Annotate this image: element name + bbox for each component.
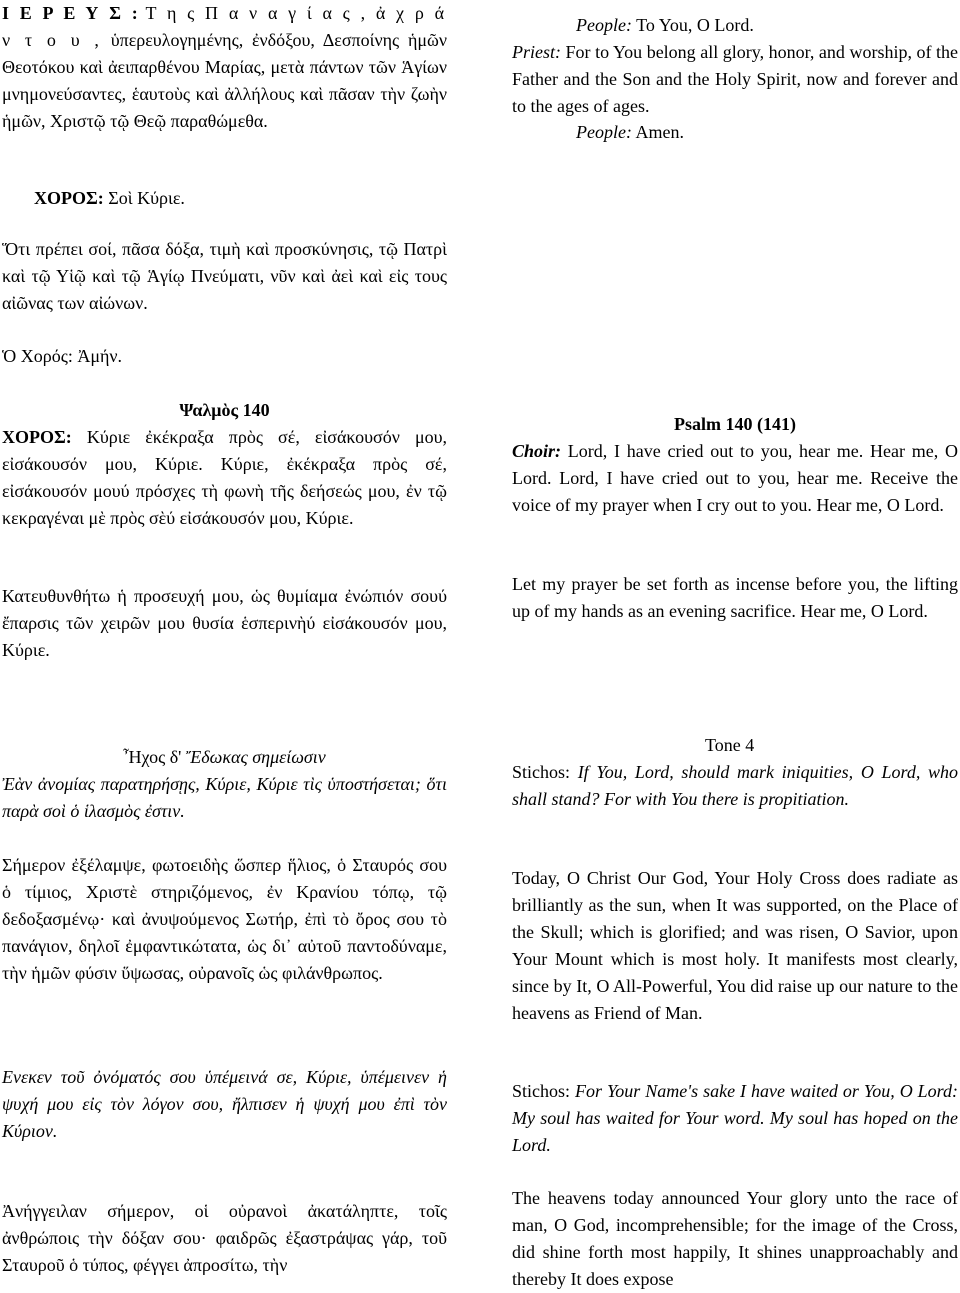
english-stichos-2 [512, 1078, 958, 1159]
people-text-1: To You, O Lord. [636, 15, 754, 35]
people-response-1 [512, 12, 958, 39]
psalm-english-verse-2: Let my prayer be set forth as incense before you, the lifting up of my hands as an evening sacrifice. Hear me, O Lord. [512, 574, 958, 621]
priest-greek-label: Ι Ε Ρ Ε Υ Σ : [2, 3, 141, 23]
psalm-english-choir-label: Choir: [512, 441, 562, 461]
choir-greek-response [34, 185, 454, 212]
english-stichos-label-1: Stichos: [512, 762, 571, 782]
people-label-2: People: [576, 122, 632, 142]
tone-greek-title-italic: Ἔδωκας σημείωσιν [185, 747, 326, 767]
psalm-english-title: Psalm 140 (141) [674, 414, 796, 434]
tone-greek-title [2, 744, 447, 771]
people-text-2: Amen. [635, 122, 684, 142]
greek-stichos-1 [2, 771, 447, 825]
priest-english-label: Priest: [512, 42, 561, 62]
priest-greek-paragraph [2, 0, 447, 135]
priest-english-paragraph [512, 39, 958, 120]
priest-greek-first-line: Τ η ς Π α ν α γ ί α ς , ἀ χ ρ ά ν τ ο υ , [2, 3, 447, 50]
people-response-2 [512, 119, 958, 146]
psalm-greek-choir-label: ΧΟΡΟΣ: [2, 427, 72, 447]
people-label-1: People: [576, 15, 632, 35]
psalm-greek-block [2, 397, 447, 532]
english-stichos-1 [512, 759, 958, 813]
english-stichos-label-2: Stichos: [512, 1081, 571, 1101]
english-hymn-2: The heavens today announced Your glory unto the race of man, O God, incomprehensible; for the image of the Cross, did shine forth most happily, It shines unapproachably and thereby It does expose [512, 1188, 958, 1289]
greek-hymn-1: Σήμερον ἐξέλαμψε, φωτοειδὴς ὥσπερ ἥλιος, ὁ Σταυρός σου ὁ τίμιος, Χριστὲ στηριζόμενος, ἐν Κρανίου τόπῳ, τῷ δεδοξασμένῳ· καὶ ἀνυψούμενος Σωτήρ, ἐπὶ τὸ ὄρος σου τὸ πανάγιον, δηλοῖ ἐμφαντικώτατα, ὡς δι᾽ αὐτοῦ παντοδύναμε, τὴν ἡμῶν φύσιν ὕψωσας, οὐρανοῖς ὡς φιλάνθρωπος. [2, 855, 447, 983]
english-stichos-2-text: For Your Name's sake I have waited or You, O Lord: My soul has waited for Your word. My soul has hoped on the Lord. [512, 1081, 958, 1155]
greek-stichos-2 [2, 1064, 447, 1145]
priest-english-text: For to You belong all glory, honor, and worship, of the Father and the Son and the Holy Spirit, now and forever and to the ages of ages. [512, 42, 959, 116]
psalm-greek-verse-2: Κατευθυνθήτω ἡ προσευχή μου, ὡς θυμίαμα ἐνώπιόν σουύ ἔπαρσις τῶν χειρῶν μου θυσία ἑσπερινὴύ εἰσάκουσόν μου, Κύριε. [2, 586, 447, 660]
greek-hymn-2: Ἀνήγγειλαν σήμερον, οἱ οὐρανοὶ ἀκατάληπτε, τοῖς ἀνθρώποις τὴν δόξαν σου· φαιδρῶς ἐξαστράψας γάρ, τοῦ Σταυροῦ ὁ τύπος, φέγγει ἀπροσίτω, τὴν [2, 1201, 447, 1275]
choir-greek-label: ΧΟΡΟΣ: [34, 188, 104, 208]
amen-greek: Ὁ Χορός: Ἀμήν. [2, 346, 123, 366]
tone-english-title: Tone 4 [705, 735, 755, 755]
english-stichos-1-text: If You, Lord, should mark iniquities, O Lord, who shall stand? For with You there is propitiation. [512, 762, 959, 809]
priest-greek-text: ὑπερευλογημένης, ἐνδόξου, Δεσποίνης ἡμῶν Θεοτόκου καὶ ἀειπαρθένου Μαρίας, μετὰ πάντων τῶν Ἁγίων μνημονεύσαντες, ἑαυτοὺς καὶ ἀλλήλους καὶ πᾶσαν τὴν ζωὴν ἡμῶν, Χριστῷ τῷ Θεῷ παραθώμεθα. [2, 30, 447, 131]
psalm-greek-verse-1: Κύριε ἐκέκραξα πρὸς σέ, εἰσάκουσόν μου, εἰσάκουσόν μου, Κύριε. Κύριε, ἐκέκραξα πρὸς σέ, εἰσάκουσόν μουύ πρόσχες τὴ φωνὴ τῆς δεήσεώς μου, ἐν τῷ κεκραγέναι μὲ πρὸς σὲύ εἰσάκουσόν μου, Κύριε. [2, 427, 448, 528]
greek-stichos-2-text: Ενεκεν τοῦ ὀνόματός σου ὑπέμεινά σε, Κύριε, ὑπέμεινεν ἡ ψυχή μου εἰς τὸν λόγον σου, ἤλπισεν ἡ ψυχή μου ἐπὶ τὸν Κύριον. [2, 1067, 447, 1141]
psalm-english-block [512, 411, 958, 519]
psalm-english-verse-1: Lord, I have cried out to you, hear me. Hear me, O Lord. Lord, I have cried out to you, hear me. Receive the voice of my prayer when I cry out to you. Hear me, O Lord. [512, 441, 958, 515]
psalm-greek-title: Ψαλμὸς 140 [179, 400, 270, 420]
english-hymn-1: Today, O Christ Our God, Your Holy Cross does radiate as brilliantly as the sun, when It was supported, on the Place of the Skull; which is glorified; and was risen, O Savior, upon Your Mount which is most holy. It manifests most clearly, since by It, O All-Powerful, You did raise up our nature to the heavens as Friend of Man. [512, 868, 958, 1023]
choir-greek-text: Σοὶ Κύριε. [108, 188, 185, 208]
greek-stichos-1-text: Ἐὰν ἀνομίας παρατηρήσῃς, Κύριε, Κύριε τὶς ὑποστήσεται; ὅτι παρὰ σοὶ ὁ ἱλασμὸς ἐστιν. [2, 774, 447, 821]
tone-greek-title-plain: Ἦχος δ' [123, 747, 182, 767]
doxology-greek: Ὅτι πρέπει σοί, πᾶσα δόξα, τιμὴ καὶ προσκύνησις, τῷ Πατρὶ καὶ τῷ Υἱῷ καὶ τῷ Ἁγίῳ Πνεύματι, νῦν καὶ ἀεὶ καὶ εἰς τους αἰῶνας των αἰώνων. [2, 239, 447, 313]
